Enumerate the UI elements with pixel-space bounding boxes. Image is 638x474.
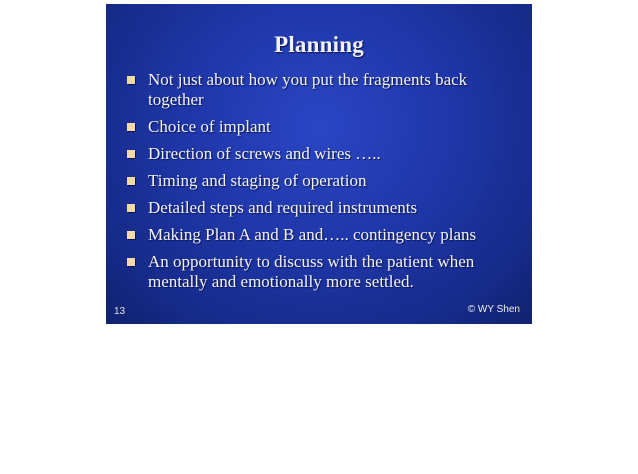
square-bullet-icon [127,177,135,185]
copyright-notice: © WY Shen [467,304,520,315]
slide [106,4,532,324]
slide-title: Planning [274,32,364,57]
bullet-text: Direction of screws and wires ….. [148,144,381,163]
square-bullet-icon [127,258,135,266]
bullet-text: Choice of implant [148,117,271,136]
square-bullet-icon [127,76,135,84]
square-bullet-icon [127,231,135,239]
square-bullet-icon [127,150,135,158]
bullet-item [124,117,524,137]
square-bullet-icon [127,204,135,212]
bullet-item [124,70,524,110]
bullet-item [124,144,524,164]
bullet-list [124,70,524,299]
bullet-text: Detailed steps and required instruments [148,198,418,217]
bullet-text: An opportunity to discuss with the patient when mentally and emotionally more settled. [148,252,475,291]
bullet-text: Timing and staging of operation [148,171,367,190]
bullet-item [124,171,524,191]
bullet-text: Making Plan A and B and….. contingency plans [148,225,477,244]
bullet-item [124,198,524,218]
bullet-text: Not just about how you put the fragments back together [148,70,468,109]
bullet-item [124,225,524,245]
square-bullet-icon [127,123,135,131]
bullet-item [124,252,524,292]
slide-number: 13 [114,306,126,317]
